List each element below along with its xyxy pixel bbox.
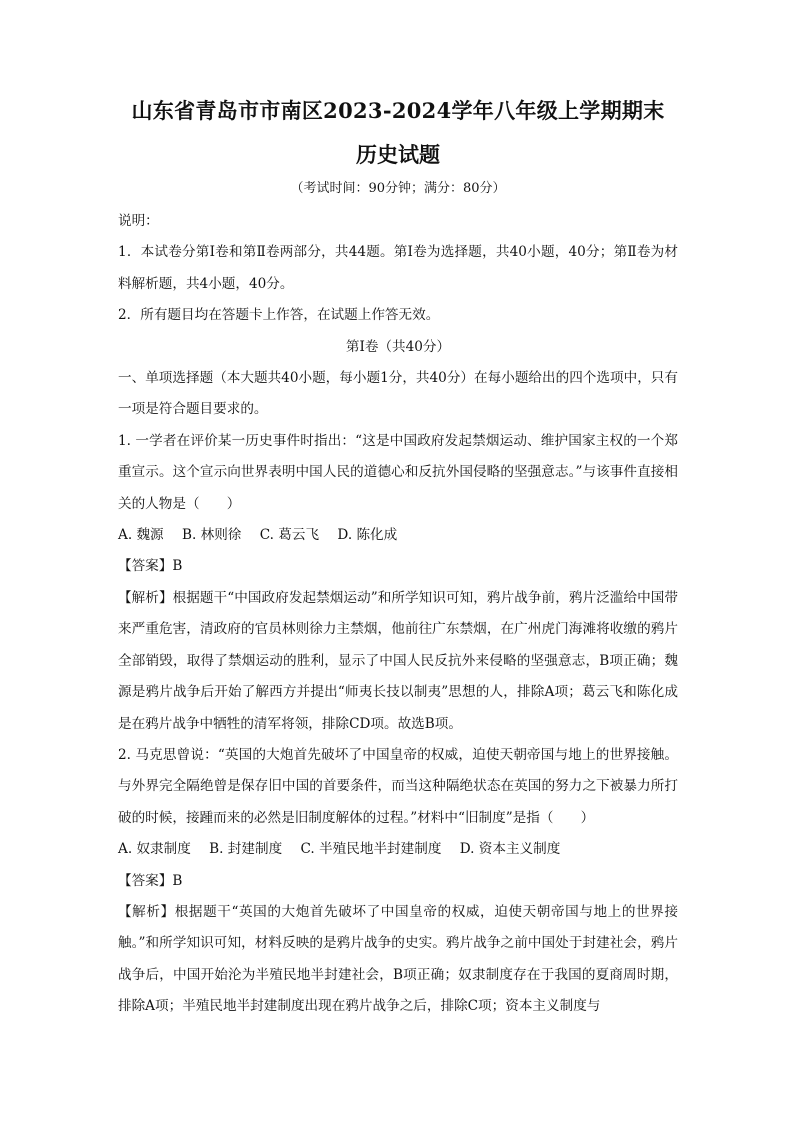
page-title: 山东省青岛市市南区2023-2024学年八年级上学期期末 xyxy=(131,98,665,123)
section-intro: 一、单项选择题（本大题共40小题，每小题1分，共40分）在每小题给出的四个选项中，只有一项是符合题目要求的。 xyxy=(118,370,678,418)
option-a: A. 奴隶制度 xyxy=(118,841,191,858)
section-title: 第Ⅰ卷（共40分） xyxy=(345,338,451,355)
instructions-label: 说明： xyxy=(118,213,159,229)
question-options xyxy=(118,520,678,551)
analysis: 【解析】根据题干“英国的大炮首先破坏了中国皇帝的权威，迫使天朝帝国与地上的世界接触。”和所学知识可知，材料反映的是鸦片战争的史实。鸦片战争之前中国处于封建社会，鸦片战争后，中国开始沦为半殖民地半封建社会，B项正确；奴隶制度存在于我国的夏商周时期，排除A项；半殖民地半封建制度出现在鸦片战争之后，排除C项；资本主义制度与 xyxy=(118,903,678,1015)
question-2 xyxy=(118,740,678,1023)
question-stem: 2. 马克思曾说：“英国的大炮首先破坏了中国皇帝的权威，迫使天朝帝国与地上的世界接触。与外界完全隔绝曾是保存旧中国的首要条件，而当这种隔绝状态在英国的努力之下被暴力所打破的时候，接踵而来的必然是旧制度解体的过程。”材料中“旧制度”是指（ ） xyxy=(118,746,678,826)
option-b: B. 封建制度 xyxy=(209,841,283,858)
option-c: C. 半殖民地半封建制度 xyxy=(300,841,442,858)
exam-page xyxy=(118,96,678,1023)
option-a: A. 魏源 xyxy=(118,527,164,544)
answer: 【答案】B xyxy=(118,872,183,889)
option-d: D. 资本主义制度 xyxy=(459,841,561,858)
page-subtitle: 历史试题 xyxy=(356,142,440,167)
option-b: B. 林则徐 xyxy=(181,527,242,544)
option-d: D. 陈化成 xyxy=(337,527,398,544)
option-c: C. 葛云飞 xyxy=(259,527,320,544)
question-options xyxy=(118,834,678,865)
question-1 xyxy=(118,426,678,740)
instruction-item-2: 2．所有题目均在答题卡上作答，在试题上作答无效。 xyxy=(118,307,440,324)
exam-info: （考试时间：90分钟；满分：80分） xyxy=(290,181,506,196)
answer: 【答案】B xyxy=(118,558,183,575)
question-stem: 1. 一学者在评价某一历史事件时指出：“这是中国政府发起禁烟运动、维护国家主权的一个郑重宣示。这个宣示向世界表明中国人民的道德心和反抗外国侵略的坚强意志。”与该事件直接相关的人物是（ ） xyxy=(118,432,678,512)
instruction-item-1: 1．本试卷分第Ⅰ卷和第Ⅱ卷两部分，共44题。第Ⅰ卷为选择题，共40小题，40分；第Ⅱ卷为材料解析题，共4小题，40分。 xyxy=(118,244,678,292)
analysis: 【解析】根据题干“中国政府发起禁烟运动”和所学知识可知，鸦片战争前，鸦片泛滥给中国带来严重危害，清政府的官员林则徐力主禁烟，他前往广东禁烟，在广州虎门海滩将收缴的鸦片全部销毁，取得了禁烟运动的胜利，显示了中国人民反抗外来侵略的坚强意志，B项正确；魏源是鸦片战争后开始了解西方并提出“师夷长技以制夷”思想的人，排除A项；葛云飞和陈化成是在鸦片战争中牺牲的清军将领，排除CD项。故选B项。 xyxy=(118,589,678,732)
